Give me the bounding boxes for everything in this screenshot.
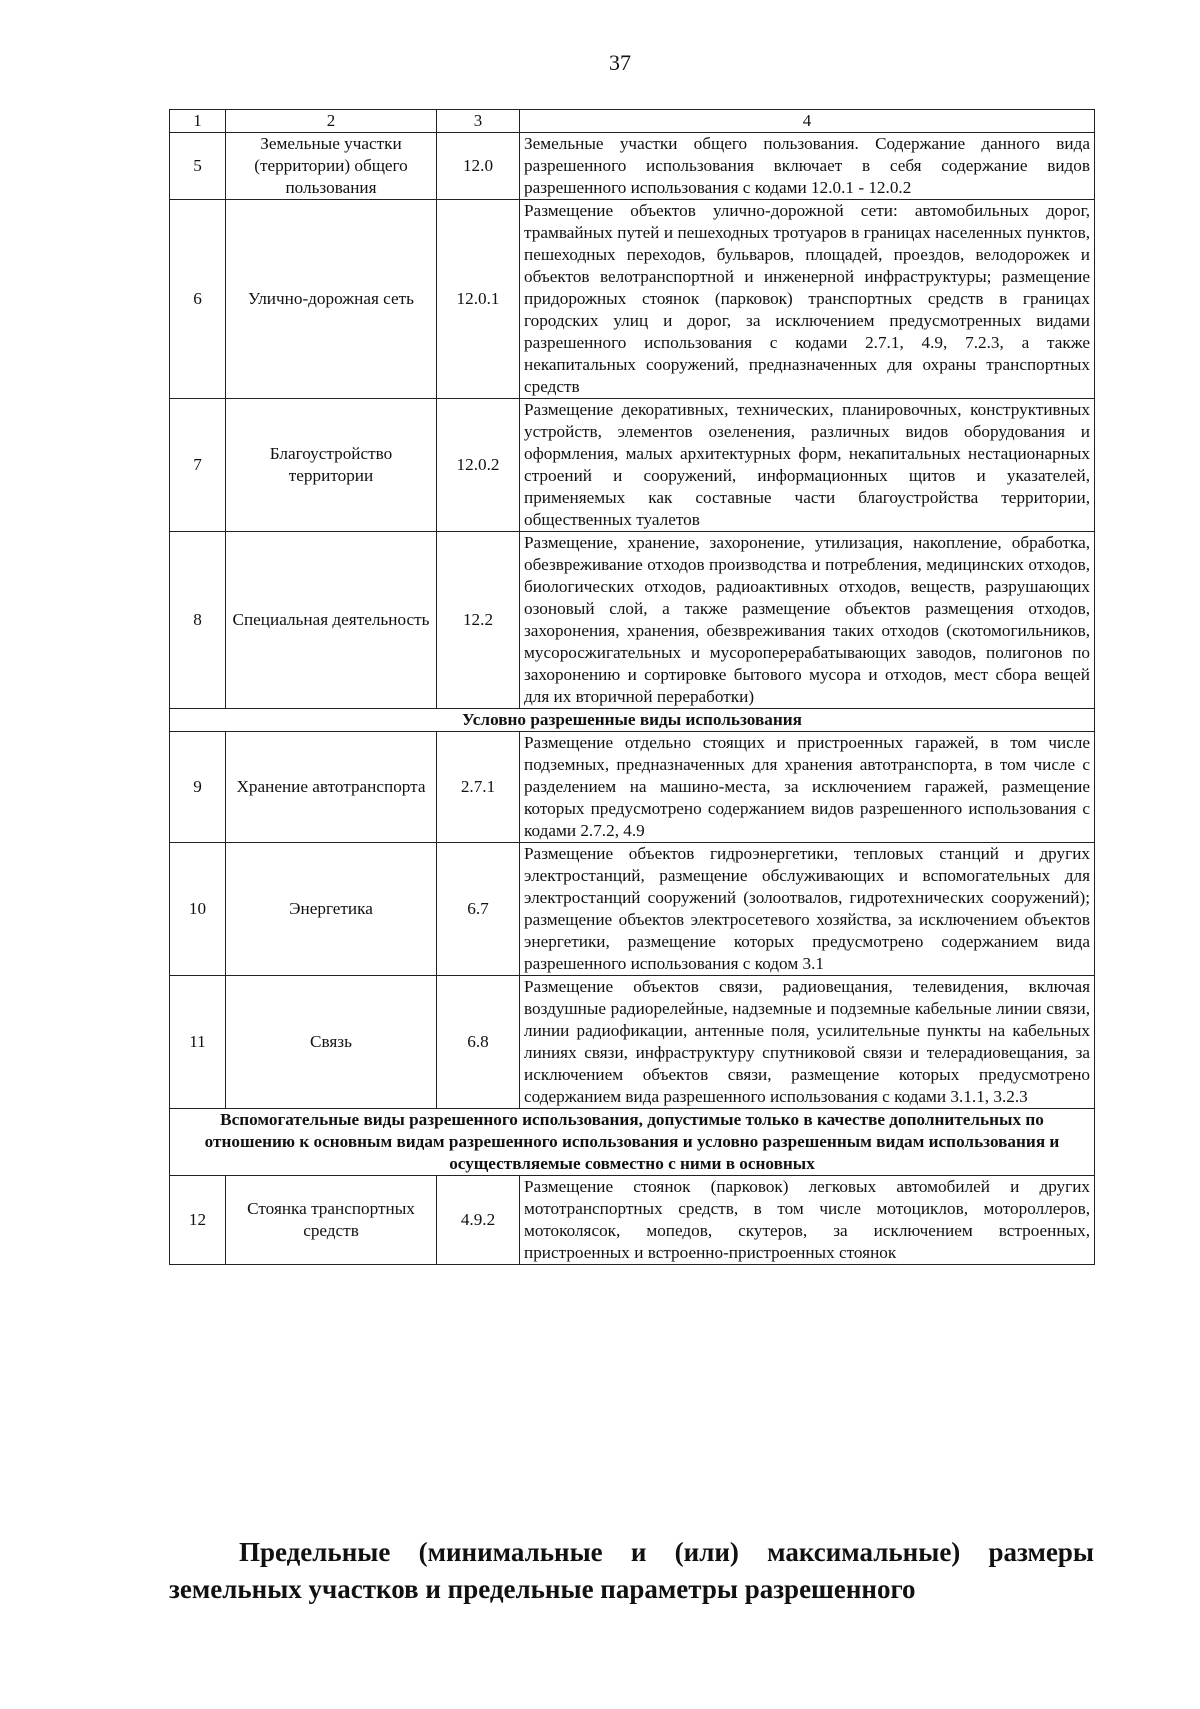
table-row [170, 976, 1095, 1109]
use-type-description: Размещение декоративных, технических, планировочных, конструктивных устройств, элементов озеленения, различных видов оборудования и оформления, малых архитектурных форм, некапитальных нестационарных строений и сооружений, информационных щитов и указателей, применяемых как составные части благоустройства территории, общественных туалетов [520, 399, 1095, 532]
header-cell: 2 [226, 110, 437, 133]
use-type-code: 12.0.1 [437, 200, 520, 399]
use-type-code: 12.2 [437, 532, 520, 709]
section-heading: Предельные (минимальные и (или) максимальные) размеры земельных участков и предельные параметры разрешенного [169, 1537, 1094, 1604]
use-type-name: Улично-дорожная сеть [226, 200, 437, 399]
section-row [170, 1109, 1095, 1176]
table-row [170, 732, 1095, 843]
header-cell: 4 [520, 110, 1095, 133]
table-row [170, 532, 1095, 709]
use-type-description: Земельные участки общего пользования. Содержание данного вида разрешенного использования включает в себя содержание видов разрешенного использования с кодами 12.0.1 - 12.0.2 [520, 133, 1095, 200]
use-type-description: Размещение, хранение, захоронение, утилизация, накопление, обработка, обезвреживание отходов производства и потребления, медицинских отходов, биологических отходов, радиоактивных отходов, веществ, разрушающих озоновый слой, а также размещение объектов размещения отходов, захоронения, хранения, обезвреживания таких отходов (скотомогильников, мусоросжигательных и мусороперерабатывающих заводов, полигонов по захоронению и сортировке бытового мусора и отходов, мест сбора вещей для их вторичной переработки) [520, 532, 1095, 709]
table-row [170, 843, 1095, 976]
row-number: 7 [170, 399, 226, 532]
table-header-row [170, 110, 1095, 133]
use-type-name: Энергетика [226, 843, 437, 976]
use-type-code: 12.0.2 [437, 399, 520, 532]
table-row [170, 1176, 1095, 1265]
row-number: 10 [170, 843, 226, 976]
use-type-name: Связь [226, 976, 437, 1109]
use-type-code: 6.7 [437, 843, 520, 976]
use-type-description: Размещение стоянок (парковок) легковых автомобилей и других мототранспортных средств, в том числе мотоциклов, мотороллеров, мотоколясок, мопедов, скутеров, за исключением встроенных, пристроенных и встроенно-пристроенных стоянок [520, 1176, 1095, 1265]
row-number: 5 [170, 133, 226, 200]
use-type-description: Размещение объектов гидроэнергетики, тепловых станций и других электростанций, размещение обслуживающих и вспомогательных для электростанций сооружений (золоотвалов, гидротехнических сооружений); размещение объектов электросетевого хозяйства, за исключением объектов энергетики, размещение которых предусмотрено содержанием вида разрешенного использования с кодом 3.1 [520, 843, 1095, 976]
land-use-table [169, 109, 1095, 1265]
use-type-description: Размещение объектов улично-дорожной сети: автомобильных дорог, трамвайных путей и пешеходных тротуаров в границах населенных пунктов, пешеходных переходов, бульваров, площадей, проездов, велодорожек и объектов велотранспортной и инженерной инфраструктуры; размещение придорожных стоянок (парковок) транспортных средств в границах городских улиц и дорог, за исключением предусмотренных видами разрешенного использования с кодами 2.7.1, 4.9, 7.2.3, а также некапитальных сооружений, предназначенных для охраны транспортных средств [520, 200, 1095, 399]
use-type-name: Земельные участки (территории) общего пользования [226, 133, 437, 200]
use-type-name: Благоустройство территории [226, 399, 437, 532]
section-row [170, 709, 1095, 732]
table-row [170, 399, 1095, 532]
header-cell: 1 [170, 110, 226, 133]
use-type-description: Размещение отдельно стоящих и пристроенных гаражей, в том числе подземных, предназначенных для хранения автотранспорта, в том числе с разделением на машино-места, за исключением гаражей, размещение которых предусмотрено содержанием видов разрешенного использования с кодами 2.7.2, 4.9 [520, 732, 1095, 843]
row-number: 6 [170, 200, 226, 399]
use-type-name: Специальная деятельность [226, 532, 437, 709]
use-type-name: Хранение автотранспорта [226, 732, 437, 843]
use-type-code: 4.9.2 [437, 1176, 520, 1265]
use-type-code: 6.8 [437, 976, 520, 1109]
section-title-auxiliary: Вспомогательные виды разрешенного использования, допустимые только в качестве дополнительных по отношению к основным видам разрешенного использования и условно разрешенным видам использования и осуществляемые совместно с ними в основных [170, 1109, 1095, 1176]
header-cell: 3 [437, 110, 520, 133]
row-number: 8 [170, 532, 226, 709]
use-type-code: 2.7.1 [437, 732, 520, 843]
section-title-conditional: Условно разрешенные виды использования [170, 709, 1095, 732]
row-number: 9 [170, 732, 226, 843]
table-row [170, 200, 1095, 399]
row-number: 12 [170, 1176, 226, 1265]
row-number: 11 [170, 976, 226, 1109]
table-row [170, 133, 1095, 200]
use-type-description: Размещение объектов связи, радиовещания, телевидения, включая воздушные радиорелейные, надземные и подземные кабельные линии связи, линии радиофикации, антенные поля, усилительные пункты на кабельных линиях связи, инфраструктуру спутниковой связи и телерадиовещания, за исключением объектов связи, размещение которых предусмотрено содержанием вида разрешенного использования с кодами 3.1.1, 3.2.3 [520, 976, 1095, 1109]
use-type-name: Стоянка транспортных средств [226, 1176, 437, 1265]
use-type-code: 12.0 [437, 133, 520, 200]
page-number: 37 [609, 50, 631, 75]
